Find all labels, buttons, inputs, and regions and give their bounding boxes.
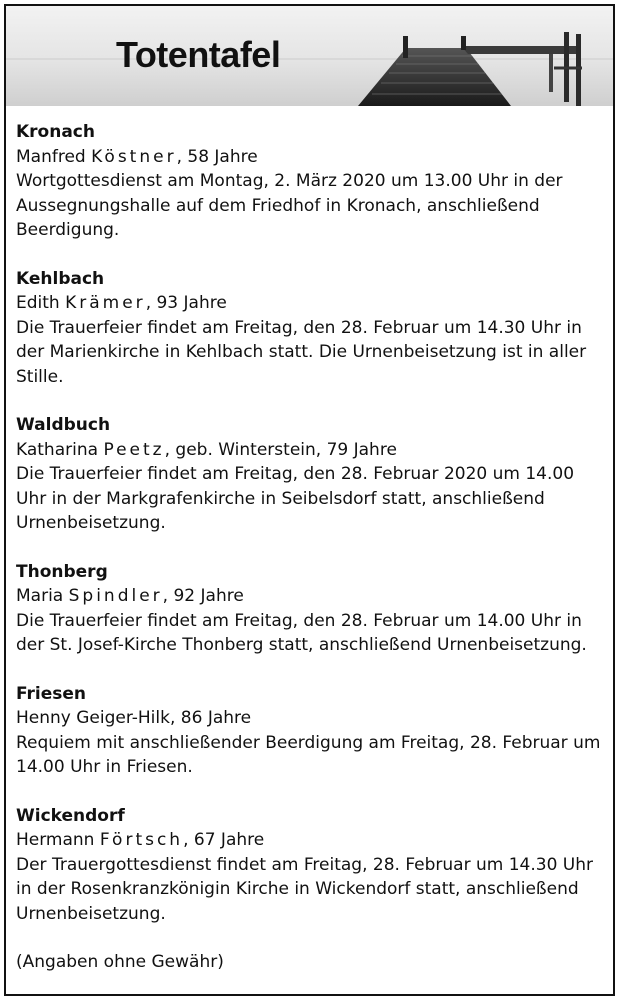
- header-banner: [6, 6, 613, 106]
- obituary-entry-kehlbach: [16, 267, 606, 390]
- obituary-entry-friesen: [16, 682, 606, 780]
- entry-place: Wickendorf: [16, 805, 125, 826]
- entry-place: Thonberg: [16, 561, 108, 582]
- obituary-panel: [4, 4, 615, 996]
- entry-details: Der Trauergottesdienst findet am Freitag, 28. Februar um 14.30 Uhr in der Rosenkranzkönigin Kirche in Wickendorf statt, anschließend Urnenbeisetzung.: [16, 854, 594, 924]
- obituary-entry-kronach: [16, 120, 606, 243]
- page-title: Totentafel: [116, 34, 281, 75]
- entry-age: , 58 Jahre: [176, 146, 258, 167]
- entry-person: [16, 828, 606, 853]
- entry-surname: Förtsch: [99, 830, 184, 850]
- entry-details: Die Trauerfeier findet am Freitag, den 28. Februar um 14.00 Uhr in der St. Josef-Kirche Thonberg statt, anschließend Urnenbeisetzung.: [16, 610, 587, 655]
- entry-age: , 92 Jahre: [162, 586, 244, 606]
- entry-person: [16, 291, 606, 316]
- entry-age: , 67 Jahre: [183, 830, 265, 850]
- entry-surname: Spindler: [68, 586, 163, 606]
- entry-first-name: Maria: [16, 586, 64, 606]
- entry-first-name: Manfred: [16, 146, 86, 167]
- entry-first-name: Edith: [16, 293, 60, 313]
- entry-person: [16, 584, 606, 609]
- entry-surname: Köstner: [91, 146, 177, 167]
- entry-age: , geb. Winterstein, 79 Jahre: [164, 439, 397, 460]
- obituary-entry-waldbuch: [16, 413, 606, 536]
- entry-place: Friesen: [16, 683, 87, 704]
- entry-first-name: Henny Geiger-Hilk: [16, 708, 170, 728]
- entry-place: Waldbuch: [16, 415, 111, 435]
- entry-details: Die Trauerfeier findet am Freitag, den 28. Februar um 14.30 Uhr in der Marienkirche in Kehlbach statt. Die Urnenbeisetzung ist in aller Stille.: [16, 317, 587, 387]
- entry-person: [16, 438, 606, 463]
- entry-age: , 86 Jahre: [169, 708, 252, 728]
- disclaimer-note: (Angaben ohne Gewähr): [16, 952, 224, 972]
- entry-place: Kronach: [16, 122, 95, 142]
- entry-person: [16, 145, 606, 170]
- entry-place: Kehlbach: [16, 268, 105, 289]
- obituary-list: [16, 120, 606, 975]
- entry-details: Requiem mit anschließender Beerdigung am Freitag, 28. Februar um 14.00 Uhr in Friesen.: [16, 732, 601, 777]
- entry-person: [16, 706, 606, 731]
- jetty-image: [6, 6, 613, 106]
- entry-surname: Peetz: [103, 439, 165, 460]
- entry-first-name: Katharina: [16, 439, 99, 460]
- entry-age: , 93 Jahre: [145, 293, 227, 313]
- obituary-entry-wickendorf: [16, 804, 606, 927]
- entry-details: Wortgottesdienst am Montag, 2. März 2020 um 13.00 Uhr in der Aussegnungshalle auf dem Friedhof in Kronach, anschließend Beerdigung.: [16, 171, 563, 240]
- entry-first-name: Hermann: [16, 830, 95, 850]
- entry-surname: Krämer: [65, 293, 146, 313]
- entry-details: Die Trauerfeier findet am Freitag, den 28. Februar 2020 um 14.00 Uhr in der Markgrafenkirche in Seibelsdorf statt, anschließend Urnenbeisetzung.: [16, 464, 575, 533]
- obituary-entry-thonberg: [16, 560, 606, 658]
